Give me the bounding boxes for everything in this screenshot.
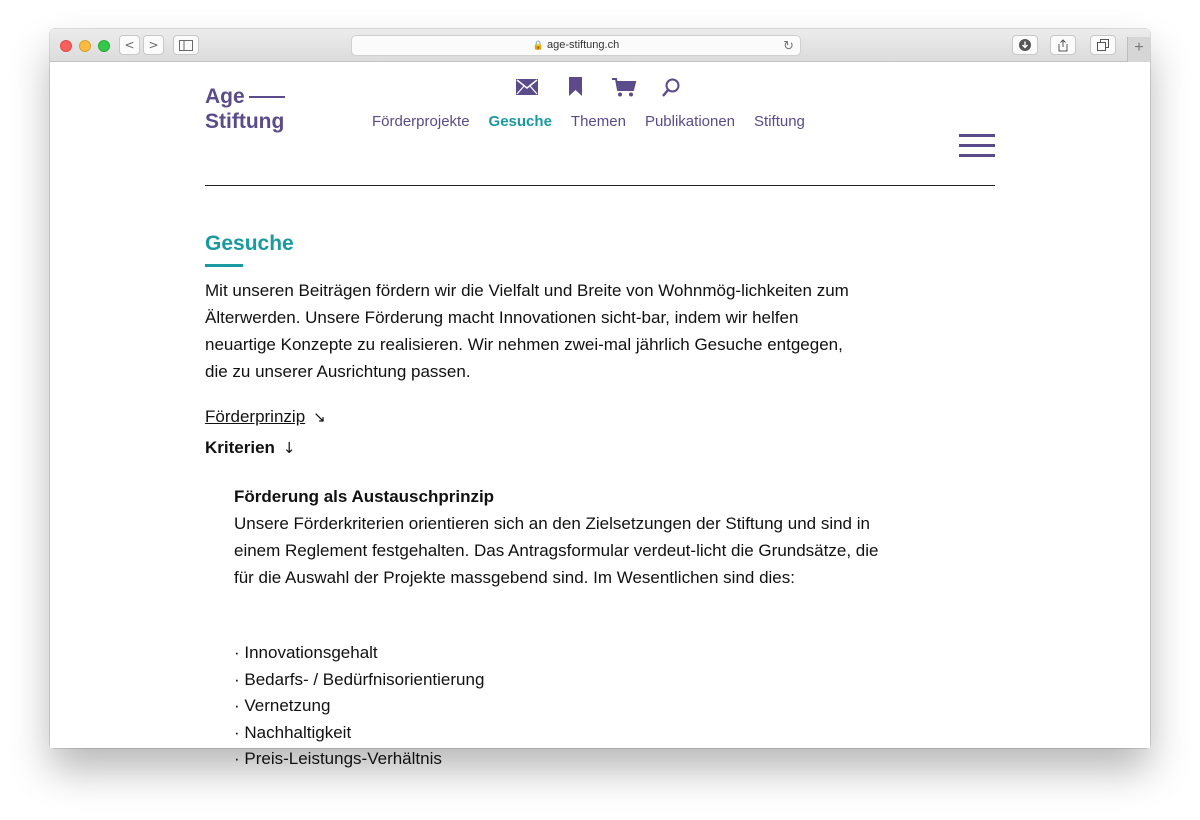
section-text: Unsere Förderkriterien orientieren sich an den Zielsetzungen der Stiftung und sind in einem Reglement festgehalten. Das Antragsformular verdeut-licht die Grundsätze, die für die Auswahl der Projekte massgebend sind. Im Wesentlichen sind dies: [234, 514, 879, 587]
share-button[interactable] [1050, 35, 1076, 55]
cart-icon[interactable] [612, 78, 636, 102]
foerderprinzip-label: Förderprinzip [205, 407, 306, 426]
mail-icon[interactable] [516, 78, 538, 100]
logo-text-age: Age [205, 85, 245, 108]
section-title: Förderung als Austauschprinzip [234, 487, 495, 506]
download-icon [1019, 39, 1031, 51]
site-logo[interactable] [205, 84, 285, 134]
criteria-list [234, 640, 484, 773]
maximize-window-button[interactable] [98, 40, 110, 52]
arrow-down-icon: ↓ [282, 439, 296, 457]
logo-text-stiftung: Stiftung [205, 110, 285, 133]
nav-item-foerderprojekte[interactable]: Förderprojekte [372, 113, 470, 130]
hamburger-menu-icon[interactable] [959, 134, 995, 158]
kriterien-toggle[interactable] [205, 438, 296, 458]
downloads-button[interactable] [1012, 35, 1038, 55]
browser-toolbar [50, 29, 1150, 62]
arrow-down-right-icon: ↘ [313, 408, 326, 426]
minimize-window-button[interactable] [79, 40, 91, 52]
list-item: · Preis-Leistungs-Verhältnis [234, 749, 442, 768]
back-button[interactable] [119, 35, 140, 55]
browser-window [50, 29, 1150, 768]
header-divider [205, 185, 995, 186]
address-bar[interactable] [351, 35, 801, 56]
reload-icon[interactable]: ↻ [783, 38, 794, 53]
sidebar-icon [179, 40, 193, 51]
url-text: age-stiftung.ch [547, 39, 620, 51]
kriterien-label: Kriterien [205, 438, 275, 457]
tabs-icon [1097, 39, 1109, 51]
forward-icon: > [148, 38, 159, 52]
new-tab-button[interactable] [1127, 37, 1150, 62]
close-window-button[interactable] [60, 40, 72, 52]
share-icon [1057, 39, 1069, 52]
list-item: · Vernetzung [234, 696, 331, 715]
back-icon: < [124, 38, 135, 52]
search-icon[interactable] [662, 78, 680, 102]
list-item: · Nachhaltigkeit [234, 722, 352, 742]
list-item: · Bedarfs- / Bedürfnisorientierung [234, 669, 485, 689]
plus-icon: + [1134, 39, 1144, 56]
logo-dash [249, 96, 285, 98]
lock-icon: 🔒 [532, 40, 545, 50]
criteria-section [234, 483, 894, 591]
list-item: · Innovationsgehalt [234, 643, 378, 662]
forward-button[interactable] [143, 35, 164, 55]
bookmark-icon[interactable] [569, 77, 582, 101]
tabs-overview-button[interactable] [1090, 35, 1116, 55]
web-page [50, 62, 1150, 768]
nav-item-stiftung[interactable]: Stiftung [754, 113, 805, 130]
title-underline [205, 264, 243, 267]
foerderprinzip-link[interactable] [205, 407, 326, 427]
intro-paragraph: Mit unseren Beiträgen fördern wir die Vielfalt und Breite von Wohnmög-lichkeiten zum Älterwerden. Unsere Förderung macht Innovationen sicht-bar, indem wir helfen neuartige Konzepte zu realisieren. Wir nehmen zwei-mal jährlich Gesuche entgegen, die zu unserer Ausrichtung passen. [205, 281, 849, 381]
nav-item-themen[interactable]: Themen [570, 113, 626, 130]
sidebar-toggle-button[interactable] [173, 35, 199, 55]
page-title: Gesuche [205, 232, 294, 255]
nav-item-gesuche[interactable]: Gesuche [488, 113, 552, 130]
main-navigation [372, 113, 824, 130]
nav-item-publikationen[interactable]: Publikationen [644, 113, 736, 130]
